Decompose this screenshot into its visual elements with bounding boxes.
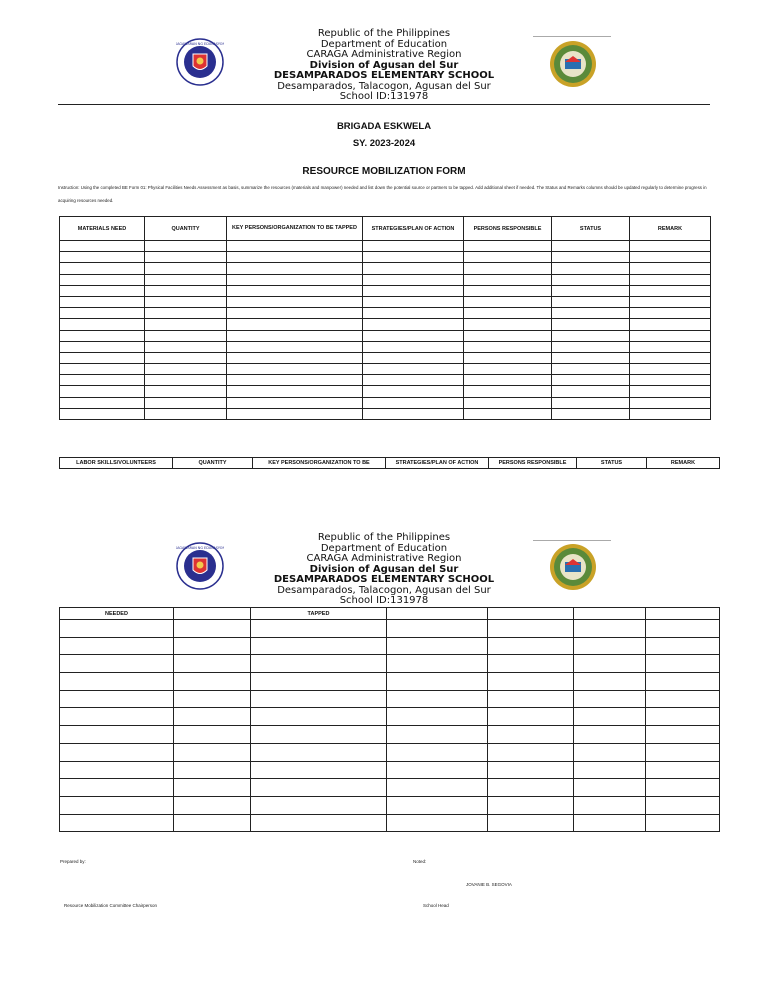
table-row (60, 397, 711, 408)
table-cell[interactable] (646, 673, 720, 691)
table-cell[interactable] (630, 408, 711, 419)
table-cell[interactable] (464, 241, 552, 252)
table-cell[interactable] (227, 397, 363, 408)
col-header-persons-responsible: PERSONS RESPONSIBLE (464, 217, 552, 241)
table-cell[interactable] (363, 263, 464, 274)
table-cell[interactable] (464, 408, 552, 419)
table-row (60, 620, 720, 638)
logo-top-line (533, 540, 611, 541)
table-cell[interactable] (145, 397, 227, 408)
table-row (60, 796, 720, 814)
table-cell[interactable] (227, 296, 363, 307)
table-cell[interactable] (630, 375, 711, 386)
table-row (60, 308, 711, 319)
table-cell[interactable] (574, 673, 646, 691)
table-cell[interactable] (145, 252, 227, 263)
table-cell[interactable] (251, 796, 387, 814)
table-cell[interactable] (630, 352, 711, 363)
table-cell[interactable] (488, 761, 574, 779)
table-cell[interactable] (60, 637, 174, 655)
table-cell[interactable] (145, 285, 227, 296)
table-cell[interactable] (174, 796, 251, 814)
table-cell[interactable] (552, 352, 630, 363)
labor-table (59, 457, 720, 469)
table-cell[interactable] (387, 779, 488, 797)
table-cell[interactable] (363, 352, 464, 363)
table-cell[interactable] (387, 726, 488, 744)
table-cell[interactable] (387, 655, 488, 673)
school-id: School ID:131978 (339, 595, 429, 606)
table-cell[interactable] (145, 375, 227, 386)
table-cell[interactable] (387, 796, 488, 814)
table-row (60, 341, 711, 352)
table-cell[interactable] (646, 637, 720, 655)
table-row (60, 319, 711, 330)
table-cell[interactable] (227, 408, 363, 419)
table-cell[interactable] (574, 779, 646, 797)
table-cell[interactable] (646, 620, 720, 638)
col-header-blank (387, 608, 488, 620)
table-cell[interactable] (387, 690, 488, 708)
table-cell[interactable] (363, 308, 464, 319)
table-cell[interactable] (574, 761, 646, 779)
table-cell[interactable] (60, 726, 174, 744)
col-header-blank (488, 608, 574, 620)
table-cell[interactable] (227, 386, 363, 397)
table-cell[interactable] (363, 252, 464, 263)
table-cell[interactable] (574, 726, 646, 744)
table-cell[interactable] (145, 341, 227, 352)
table-cell[interactable] (60, 397, 145, 408)
school-head-role: School Head (423, 903, 449, 908)
table-cell[interactable] (574, 637, 646, 655)
table-cell[interactable] (387, 761, 488, 779)
table-cell[interactable] (488, 620, 574, 638)
col-header-strategies: STRATEGIES/PLAN OF ACTION (363, 217, 464, 241)
table-cell[interactable] (488, 637, 574, 655)
table-cell[interactable] (60, 241, 145, 252)
school-year: SY. 2023-2024 (352, 138, 416, 149)
table-cell[interactable] (574, 743, 646, 761)
table-cell[interactable] (488, 796, 574, 814)
table-cell[interactable] (60, 743, 174, 761)
table-cell[interactable] (145, 386, 227, 397)
table-cell[interactable] (552, 296, 630, 307)
table-cell[interactable] (464, 263, 552, 274)
table-cell[interactable] (251, 673, 387, 691)
table-cell[interactable] (552, 341, 630, 352)
table-cell[interactable] (552, 319, 630, 330)
table-cell[interactable] (363, 330, 464, 341)
table-row (60, 779, 720, 797)
table-cell[interactable] (145, 308, 227, 319)
table-cell[interactable] (145, 364, 227, 375)
col-header-persons-responsible: PERSONS RESPONSIBLE (489, 458, 577, 469)
table-cell[interactable] (464, 397, 552, 408)
table-cell[interactable] (174, 743, 251, 761)
svg-text:KAGAWARAN NG EDUKASYON: KAGAWARAN NG EDUKASYON (176, 42, 224, 46)
col-header-strategies: STRATEGIES/PLAN OF ACTION (386, 458, 489, 469)
table-cell[interactable] (60, 408, 145, 419)
school-id: School ID:131978 (339, 91, 429, 102)
table-cell[interactable] (60, 308, 145, 319)
table-cell[interactable] (227, 341, 363, 352)
table-cell[interactable] (60, 386, 145, 397)
table-row (60, 263, 711, 274)
table-cell[interactable] (630, 341, 711, 352)
table-cell[interactable] (630, 386, 711, 397)
table-cell[interactable] (552, 252, 630, 263)
table-cell[interactable] (60, 779, 174, 797)
table-cell[interactable] (387, 673, 488, 691)
table-row (60, 708, 720, 726)
table-cell[interactable] (60, 319, 145, 330)
table-cell[interactable] (60, 330, 145, 341)
table-row (60, 241, 711, 252)
table-cell[interactable] (60, 296, 145, 307)
table-cell[interactable] (60, 274, 145, 285)
table-cell[interactable] (630, 252, 711, 263)
table-cell[interactable] (60, 655, 174, 673)
col-header-blank (574, 608, 646, 620)
prepared-by-label: Prepared by: (60, 859, 86, 864)
table-cell[interactable] (464, 330, 552, 341)
table-cell[interactable] (630, 296, 711, 307)
table-row (60, 252, 711, 263)
header-line: Republic of the Philippines (317, 28, 451, 39)
table-row (60, 375, 711, 386)
table-cell[interactable] (145, 274, 227, 285)
table-cell[interactable] (251, 690, 387, 708)
noted-label: Noted: (413, 859, 427, 864)
table-cell[interactable] (251, 814, 387, 832)
table-cell[interactable] (227, 308, 363, 319)
table-cell[interactable] (574, 655, 646, 673)
table-cell[interactable] (174, 726, 251, 744)
col-header-status: STATUS (577, 458, 647, 469)
table-cell[interactable] (552, 308, 630, 319)
table-cell[interactable] (174, 655, 251, 673)
table-cell[interactable] (60, 352, 145, 363)
table-cell[interactable] (488, 708, 574, 726)
table-cell[interactable] (646, 814, 720, 832)
table-cell[interactable] (251, 655, 387, 673)
school-logo-icon (549, 543, 597, 591)
table-cell[interactable] (464, 364, 552, 375)
table-cell[interactable] (552, 285, 630, 296)
table-cell[interactable] (363, 296, 464, 307)
table-cell[interactable] (646, 761, 720, 779)
table-cell[interactable] (574, 690, 646, 708)
table-cell[interactable] (464, 319, 552, 330)
table-cell[interactable] (60, 285, 145, 296)
table-cell[interactable] (60, 690, 174, 708)
table-cell[interactable] (552, 241, 630, 252)
form-title: BRIGADA ESKWELA (336, 121, 432, 132)
table-cell[interactable] (488, 743, 574, 761)
table-cell[interactable] (630, 397, 711, 408)
table-cell[interactable] (227, 263, 363, 274)
table-cell[interactable] (574, 796, 646, 814)
header-line: Desamparados, Talacogon, Agusan del Sur (277, 584, 491, 596)
table-row (60, 690, 720, 708)
table-row (60, 814, 720, 832)
table-cell[interactable] (60, 375, 145, 386)
table-cell[interactable] (60, 761, 174, 779)
table-row (60, 330, 711, 341)
table-cell[interactable] (387, 708, 488, 726)
col-header-remark: REMARK (630, 217, 711, 241)
table-cell[interactable] (387, 814, 488, 832)
table-cell[interactable] (574, 708, 646, 726)
table-cell[interactable] (60, 673, 174, 691)
table-cell[interactable] (464, 341, 552, 352)
col-header-blank (646, 608, 720, 620)
header-line: Division of Agusan del Sur (309, 563, 459, 575)
header-line: Division of Agusan del Sur (309, 59, 459, 71)
table-cell[interactable] (646, 726, 720, 744)
table-cell[interactable] (646, 743, 720, 761)
table-row (60, 743, 720, 761)
chairperson-role: Resource Mobilization Committee Chairperson (64, 903, 158, 908)
table-cell[interactable] (464, 375, 552, 386)
table-cell[interactable] (488, 726, 574, 744)
table-cell[interactable] (227, 330, 363, 341)
letterhead (0, 29, 768, 103)
materials-table (59, 216, 711, 420)
table-cell[interactable] (174, 708, 251, 726)
table-cell[interactable] (60, 341, 145, 352)
table-cell[interactable] (363, 364, 464, 375)
col-header-remark: REMARK (647, 458, 720, 469)
table-cell[interactable] (488, 814, 574, 832)
table-row (60, 637, 720, 655)
table-cell[interactable] (227, 241, 363, 252)
table-cell[interactable] (174, 620, 251, 638)
table-cell[interactable] (464, 352, 552, 363)
school-name: DESAMPARADOS ELEMENTARY SCHOOL (273, 70, 495, 81)
table-cell[interactable] (363, 341, 464, 352)
table-cell[interactable] (646, 796, 720, 814)
table-cell[interactable] (646, 655, 720, 673)
table-cell[interactable] (60, 263, 145, 274)
table-cell[interactable] (174, 637, 251, 655)
table-cell[interactable] (552, 397, 630, 408)
table-cell[interactable] (630, 364, 711, 375)
table-cell[interactable] (60, 252, 145, 263)
table-cell[interactable] (363, 285, 464, 296)
table-row (60, 655, 720, 673)
table-cell[interactable] (174, 814, 251, 832)
table-cell[interactable] (145, 330, 227, 341)
school-logo-icon (549, 40, 597, 88)
table-cell[interactable] (552, 274, 630, 285)
table-cell[interactable] (464, 296, 552, 307)
table-cell[interactable] (630, 330, 711, 341)
table-cell[interactable] (387, 743, 488, 761)
form-subtitle: RESOURCE MOBILIZATION FORM (302, 166, 466, 177)
table-cell[interactable] (60, 814, 174, 832)
header-line: Department of Education (320, 38, 448, 50)
table-cell[interactable] (251, 620, 387, 638)
col-header-key-persons: KEY PERSONS/ORGANIZATION TO BE TAPPED (227, 217, 363, 241)
table-cell[interactable] (251, 779, 387, 797)
table-cell[interactable] (60, 708, 174, 726)
table-cell[interactable] (363, 375, 464, 386)
col-header-labor: LABOR SKILLS/VOLUNTEERS (60, 458, 173, 469)
table-row (60, 673, 720, 691)
school-name: DESAMPARADOS ELEMENTARY SCHOOL (273, 574, 495, 585)
logo-top-line (533, 36, 611, 37)
table-cell[interactable] (251, 708, 387, 726)
table-cell[interactable] (464, 386, 552, 397)
col-header-materials: MATERIALS NEED (60, 217, 145, 241)
col-header-status: STATUS (552, 217, 630, 241)
table-row (60, 726, 720, 744)
instruction-text: Instruction: Using the completed BE Form 01: Physical Facilities Needs Assessment as basis, summarize the resources (materials and manpower) needed and list down the potential source or partners to be tapped. Add additional sheet if needed. The Status and Remarks columns should be updated regularly to determine progress in acquiring resources needed. (58, 185, 707, 203)
table-cell[interactable] (251, 743, 387, 761)
table-cell[interactable] (227, 319, 363, 330)
table-cell[interactable] (552, 375, 630, 386)
table-cell[interactable] (227, 364, 363, 375)
table-cell[interactable] (630, 308, 711, 319)
table-cell[interactable] (251, 637, 387, 655)
table-cell[interactable] (630, 241, 711, 252)
col-header-needed: NEEDED (60, 608, 174, 620)
svg-text:KAGAWARAN NG EDUKASYON: KAGAWARAN NG EDUKASYON (176, 546, 224, 550)
col-header-tapped: TAPPED (251, 608, 387, 620)
table-cell[interactable] (464, 285, 552, 296)
table-cell[interactable] (145, 408, 227, 419)
table-cell[interactable] (387, 637, 488, 655)
header-line: CARAGA Administrative Region (306, 553, 462, 564)
table-cell[interactable] (488, 673, 574, 691)
table-cell[interactable] (363, 386, 464, 397)
table-row (60, 364, 711, 375)
table-cell[interactable] (574, 620, 646, 638)
table-cell[interactable] (552, 364, 630, 375)
table-cell[interactable] (227, 252, 363, 263)
continuation-table (59, 607, 720, 832)
table-cell[interactable] (174, 690, 251, 708)
table-cell[interactable] (174, 673, 251, 691)
table-cell[interactable] (630, 274, 711, 285)
header-divider (58, 104, 710, 105)
table-cell[interactable] (227, 274, 363, 285)
table-cell[interactable] (488, 779, 574, 797)
table-cell[interactable] (630, 263, 711, 274)
table-row (60, 285, 711, 296)
table-cell[interactable] (646, 779, 720, 797)
table-row (60, 408, 711, 419)
table-cell[interactable] (488, 690, 574, 708)
table-row (60, 386, 711, 397)
table-cell[interactable] (60, 620, 174, 638)
school-head-name: JOVANIE B. SEGOVIA (466, 882, 512, 887)
table-cell[interactable] (227, 375, 363, 386)
header-line: Republic of the Philippines (317, 532, 451, 543)
table-cell[interactable] (552, 263, 630, 274)
table-cell[interactable] (488, 655, 574, 673)
table-cell[interactable] (145, 241, 227, 252)
table-cell[interactable] (646, 690, 720, 708)
table-cell[interactable] (145, 319, 227, 330)
col-header-quantity: QUANTITY (145, 217, 227, 241)
table-cell[interactable] (552, 330, 630, 341)
col-header-key-persons: KEY PERSONS/ORGANIZATION TO BE (253, 458, 386, 469)
table-cell[interactable] (145, 352, 227, 363)
table-cell[interactable] (574, 814, 646, 832)
table-cell[interactable] (630, 285, 711, 296)
table-cell[interactable] (145, 296, 227, 307)
table-row (60, 761, 720, 779)
table-row (60, 296, 711, 307)
table-cell[interactable] (464, 252, 552, 263)
table-cell[interactable] (552, 408, 630, 419)
table-cell[interactable] (145, 263, 227, 274)
table-cell[interactable] (464, 308, 552, 319)
table-cell[interactable] (552, 386, 630, 397)
col-header-blank (174, 608, 251, 620)
table-cell[interactable] (174, 761, 251, 779)
table-cell[interactable] (387, 620, 488, 638)
letterhead (0, 533, 768, 607)
table-cell[interactable] (60, 364, 145, 375)
table-cell[interactable] (363, 274, 464, 285)
table-cell[interactable] (630, 319, 711, 330)
header-line: Desamparados, Talacogon, Agusan del Sur (277, 80, 491, 92)
table-cell[interactable] (227, 285, 363, 296)
table-cell[interactable] (363, 408, 464, 419)
table-cell[interactable] (363, 319, 464, 330)
table-cell[interactable] (646, 708, 720, 726)
table-cell[interactable] (251, 761, 387, 779)
table-cell[interactable] (174, 779, 251, 797)
table-cell[interactable] (363, 397, 464, 408)
table-cell[interactable] (60, 796, 174, 814)
table-row (60, 274, 711, 285)
table-cell[interactable] (227, 352, 363, 363)
header-line: CARAGA Administrative Region (306, 49, 462, 60)
table-row (60, 352, 711, 363)
table-cell[interactable] (464, 274, 552, 285)
header-line: Department of Education (320, 542, 448, 554)
table-cell[interactable] (251, 726, 387, 744)
col-header-quantity: QUANTITY (173, 458, 253, 469)
table-cell[interactable] (363, 241, 464, 252)
